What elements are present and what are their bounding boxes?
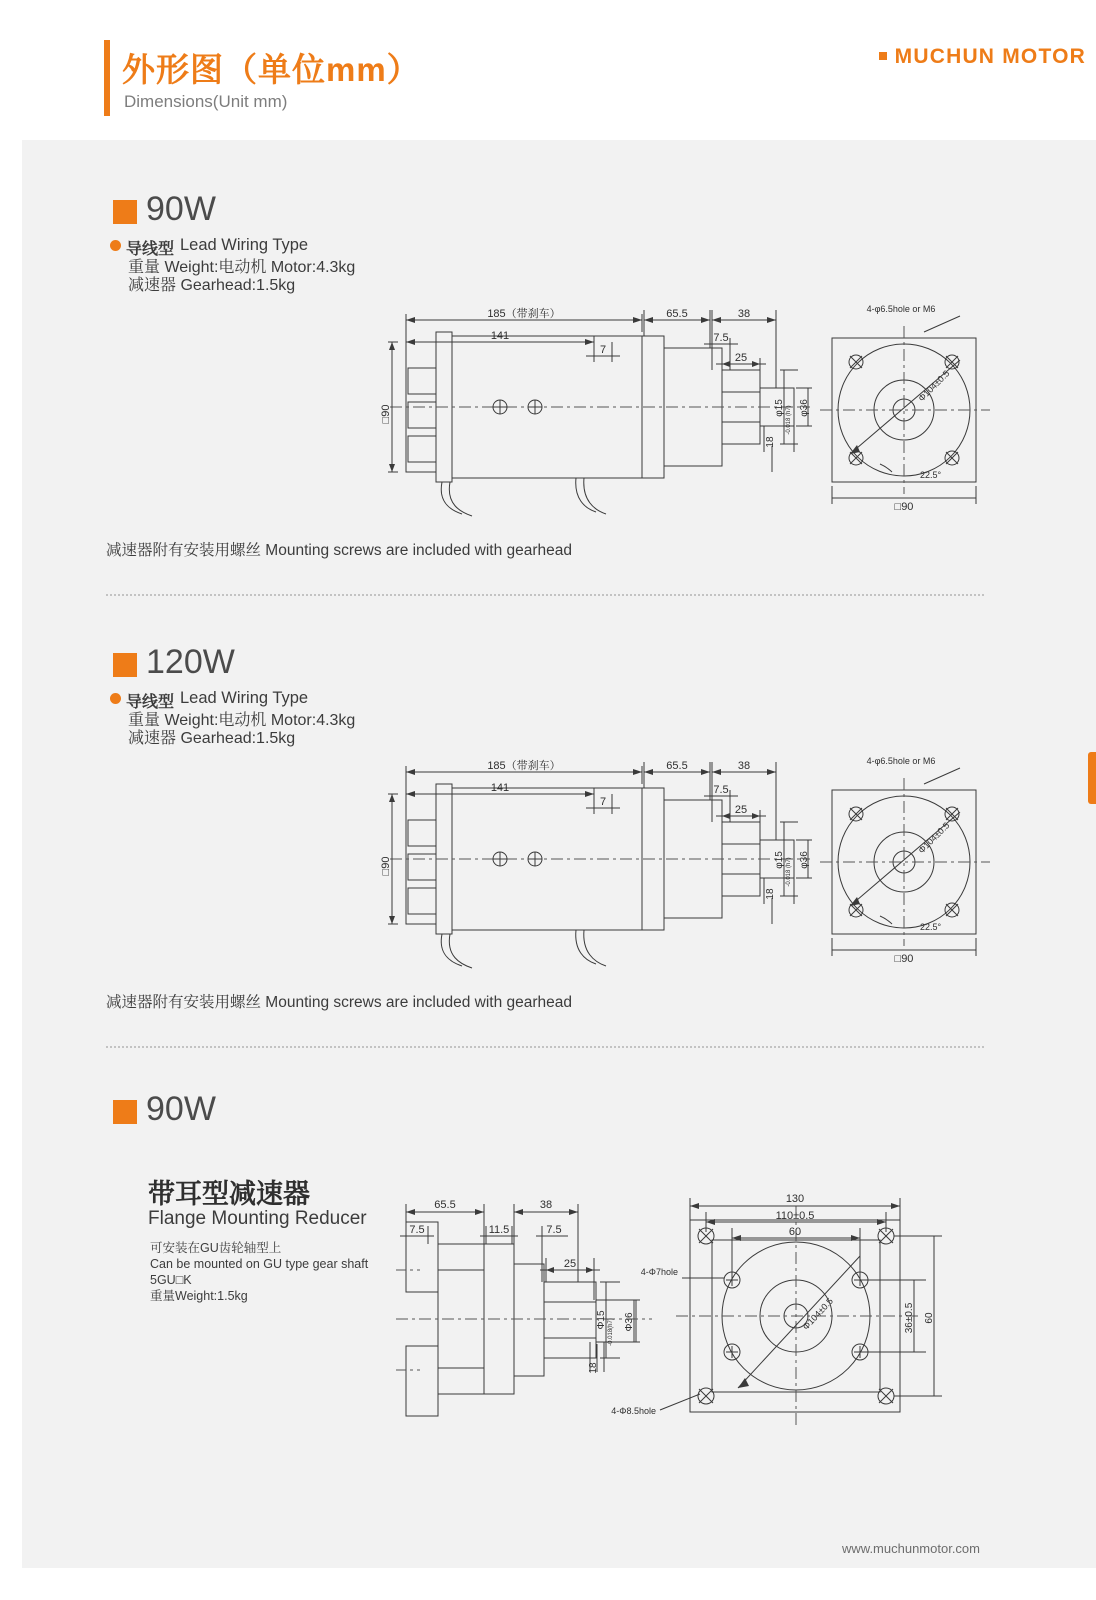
dim-hole-note-1: 4-φ6.5hole or M6: [866, 304, 936, 314]
dim-total-1: 185（带刹车）: [487, 308, 561, 320]
brand-square-icon: [879, 52, 887, 60]
dim-face-square-2: □90: [894, 953, 914, 965]
dim-body-2: 141: [490, 782, 510, 794]
section-1-weight: 重量 Weight:电动机 Motor:4.3kg: [128, 259, 356, 276]
dim-key-h-3: 18: [588, 1362, 599, 1374]
header-accent-bar: [104, 40, 110, 116]
brand-label: MUCHUN MOTOR: [894, 45, 1086, 68]
section-marker-2: [113, 653, 137, 677]
dim-face-square-1: □90: [894, 501, 914, 513]
section-marker-1: [113, 200, 137, 224]
bottom-margin-strip: [0, 1568, 1096, 1600]
left-margin-strip: [0, 0, 22, 1600]
dim-shaft-dia-2: φ15: [774, 851, 785, 869]
page-title-cn: 外形图（单位mm）: [122, 51, 421, 88]
drawing-90w-flange: [390, 1182, 980, 1442]
divider-2: [106, 1046, 984, 1048]
dim-hole-note-2: 4-φ6.5hole or M6: [866, 756, 936, 766]
dim-pcd-plate-3: 110±0.5: [775, 1210, 815, 1222]
section-marker-3: [113, 1100, 137, 1124]
dim-shaft-dia-1: φ15: [774, 399, 785, 417]
page-edge-tab: [1088, 752, 1096, 804]
footer-url: www.muchunmotor.com: [842, 1541, 980, 1556]
dim-key-h-1: 18: [765, 436, 776, 448]
dim-gear-2: 65.5: [666, 760, 688, 772]
dim-shaft-tol-2: -0.018 (h7): [786, 857, 792, 887]
dim-step-a-3: 7.5: [409, 1224, 425, 1236]
dim-shaft-2: 38: [737, 760, 751, 772]
dim-pcd-3: Φ104±0.5: [800, 1296, 835, 1332]
section-3-type-cn: 带耳型减速器: [148, 1179, 310, 1209]
dim-span60-3: 60: [788, 1226, 802, 1238]
dim-body-1: 141: [490, 330, 510, 342]
dim-square-2: □90: [380, 856, 392, 876]
dim-key-2: 25: [734, 804, 748, 816]
dim-shaft-1: 38: [737, 308, 751, 320]
brand-logo: [879, 45, 1086, 69]
dim-gap-1: 7: [599, 344, 607, 356]
dim-square-1: □90: [380, 404, 392, 424]
section-1-wiring-cn: 导线型: [126, 241, 175, 258]
section-2-wiring-cn: 导线型: [126, 694, 175, 711]
divider-1: [106, 594, 984, 596]
section-2-bullet-icon: [110, 693, 121, 704]
dim-flange-dia-2: φ36: [799, 851, 810, 869]
dim-key-3: 25: [563, 1258, 577, 1270]
section-1-gearhead: 减速器 Gearhead:1.5kg: [128, 277, 296, 294]
dim-gap-2: 7: [599, 796, 607, 808]
section-3-desc-line-4: 重量Weight:1.5kg: [150, 1289, 248, 1303]
section-1-note: 减速器附有安装用螺丝 Mounting screws are included with gearhead: [106, 542, 573, 559]
dim-angle-1: 22.5°: [920, 470, 942, 480]
dim-step-b-3: 11.5: [488, 1224, 510, 1236]
dim-pcd-2: Φ104±0.5: [916, 820, 952, 856]
section-2-wiring-en: Lead Wiring Type: [180, 689, 309, 707]
dim-shaft-dia-3: Φ15: [596, 1310, 607, 1330]
dim-hole7-3: 4-Φ7hole: [640, 1267, 678, 1277]
dim-total-2: 185（带刹车）: [487, 760, 561, 772]
section-2-weight: 重量 Weight:电动机 Motor:4.3kg: [128, 712, 356, 729]
dim-angle-2: 22.5°: [920, 922, 942, 932]
section-3-desc: [150, 1240, 368, 1304]
section-title-3: 90W: [146, 1090, 216, 1128]
dim-shaft-tol-1: -0.018 (h7): [786, 405, 792, 435]
dim-v36-3: 36±0.5: [904, 1302, 915, 1334]
drawing-90w-lead: [380, 296, 1000, 546]
drawing-120w-lead: [380, 748, 1000, 998]
dim-gear-3: 65.5: [434, 1199, 456, 1211]
section-3-type-en: Flange Mounting Reducer: [148, 1208, 367, 1229]
section-3-desc-line-3: 5GU□K: [150, 1273, 192, 1287]
section-1-bullet-icon: [110, 240, 121, 251]
dim-key-h-2: 18: [765, 888, 776, 900]
section-3-desc-line-2: Can be mounted on GU type gear shaft: [150, 1257, 369, 1271]
section-3-desc-line-1: 可安装在GU齿轮轴型上: [150, 1241, 282, 1255]
dim-step-c-3: 7.5: [546, 1224, 562, 1236]
dim-shaft-tol-3: -0.018(h7): [608, 1318, 614, 1346]
section-2-gearhead: 减速器 Gearhead:1.5kg: [128, 730, 296, 747]
dim-flange-dia-1: φ36: [799, 399, 810, 417]
section-1-wiring-en: Lead Wiring Type: [180, 236, 309, 254]
dim-flange-dia-3: Φ36: [624, 1312, 635, 1332]
section-2-note: 减速器附有安装用螺丝 Mounting screws are included with gearhead: [106, 994, 573, 1011]
page-title-en: Dimensions(Unit mm): [124, 92, 288, 111]
dim-gear-1: 65.5: [666, 308, 688, 320]
dim-step-2: 7.5: [713, 784, 729, 796]
dim-hole85-3: 4-Φ8.5hole: [611, 1406, 656, 1416]
dim-key-1: 25: [734, 352, 748, 364]
section-title-1: 90W: [146, 190, 216, 228]
dim-step-1: 7.5: [713, 332, 729, 344]
dim-shaft-3: 38: [539, 1199, 553, 1211]
section-title-2: 120W: [146, 643, 235, 681]
dim-outer-3: 130: [785, 1193, 805, 1205]
dim-v60-3: 60: [924, 1312, 935, 1324]
dim-pcd-1: Φ104±0.5: [916, 368, 952, 404]
